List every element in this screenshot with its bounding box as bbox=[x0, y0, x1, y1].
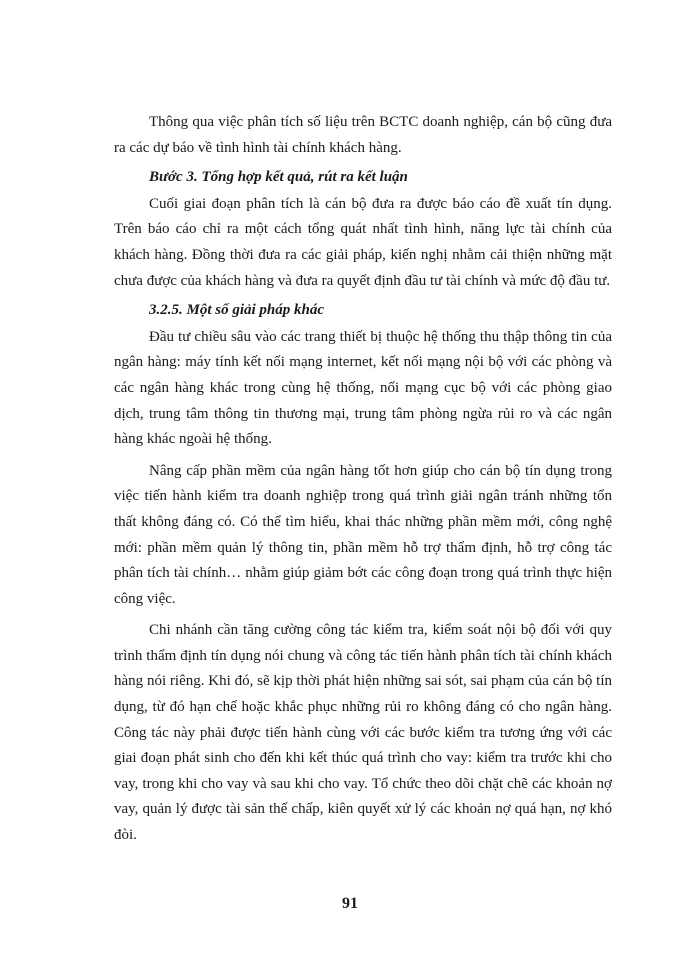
paragraph-credit-proposal: Cuối giai đoạn phân tích là cán bộ đưa ra được báo cáo đề xuất tín dụng. Trên báo cáo chỉ ra một cách tổng quát nhất tình hình, năng lực tài chính của khách hàng. Đồng thời đưa ra các giải pháp, kiến nghị nhằm cải thiện những mặt chưa được của khách hàng và đưa ra quyết định đầu tư tài chính và mức độ đầu tư. bbox=[114, 195, 612, 289]
paragraph-software-upgrade: Nâng cấp phần mềm của ngân hàng tốt hơn giúp cho cán bộ tín dụng trong việc tiến hành kiểm tra doanh nghiệp trong quá trình giải ngân tránh những tổn thất không đáng có. Có thể tìm hiểu, khai thác những phần mềm mới, công nghệ mới: phần mềm quản lý thông tin, phần mềm hỗ trợ thẩm định, hỗ trợ công tác phân tích tài chính… nhằm giúp giảm bớt các công đoạn trong quá trình thực hiện công việc. bbox=[114, 462, 612, 607]
heading-section-3-2-5: 3.2.5. Một số giải pháp khác bbox=[149, 302, 325, 319]
paragraph-bctc-forecast: Thông qua việc phân tích số liệu trên BCTC doanh nghiệp, cán bộ cũng đưa ra các dự báo về tình hình tài chính khách hàng. bbox=[114, 114, 612, 156]
heading-step-3: Bước 3. Tổng hợp kết quả, rút ra kết luận bbox=[149, 169, 408, 186]
paragraph-internal-control: Chi nhánh cần tăng cường công tác kiểm tra, kiểm soát nội bộ đối với quy trình thẩm định tín dụng nói chung và công tác tiến hành phân tích tài chính khách hàng nói riêng. Khi đó, sẽ kịp thời phát hiện những sai sót, sai phạm của cán bộ tín dụng, từ đó hạn chế hoặc khắc phục những rủi ro không đáng có cho ngân hàng. Công tác này phải được tiến hành cùng với các bước kiểm tra tương ứng với các giai đoạn phát sinh cho đến khi kết thúc quá trình cho vay: kiểm tra trước khi cho vay, trong khi cho vay và sau khi cho vay. Tổ chức theo dõi chặt chẽ các khoản nợ vay, quản lý được tài sản thế chấp, kiên quyết xử lý các khoản nợ quá hạn, nợ khó đòi. bbox=[114, 622, 612, 844]
page-number: 91 bbox=[342, 895, 358, 912]
paragraph-equipment-investment: Đầu tư chiều sâu vào các trang thiết bị thuộc hệ thống thu thập thông tin của ngân hàng: máy tính kết nối mạng internet, kết nối mạng nội bộ với các phòng và các ngân hàng khác trong cùng hệ thống, nối mạng cục bộ với các phòng giao dịch, trung tâm thông tin thương mại, trung tâm phòng ngừa rủi ro và các ngân hàng khác ngoài hệ thống. bbox=[114, 328, 612, 448]
